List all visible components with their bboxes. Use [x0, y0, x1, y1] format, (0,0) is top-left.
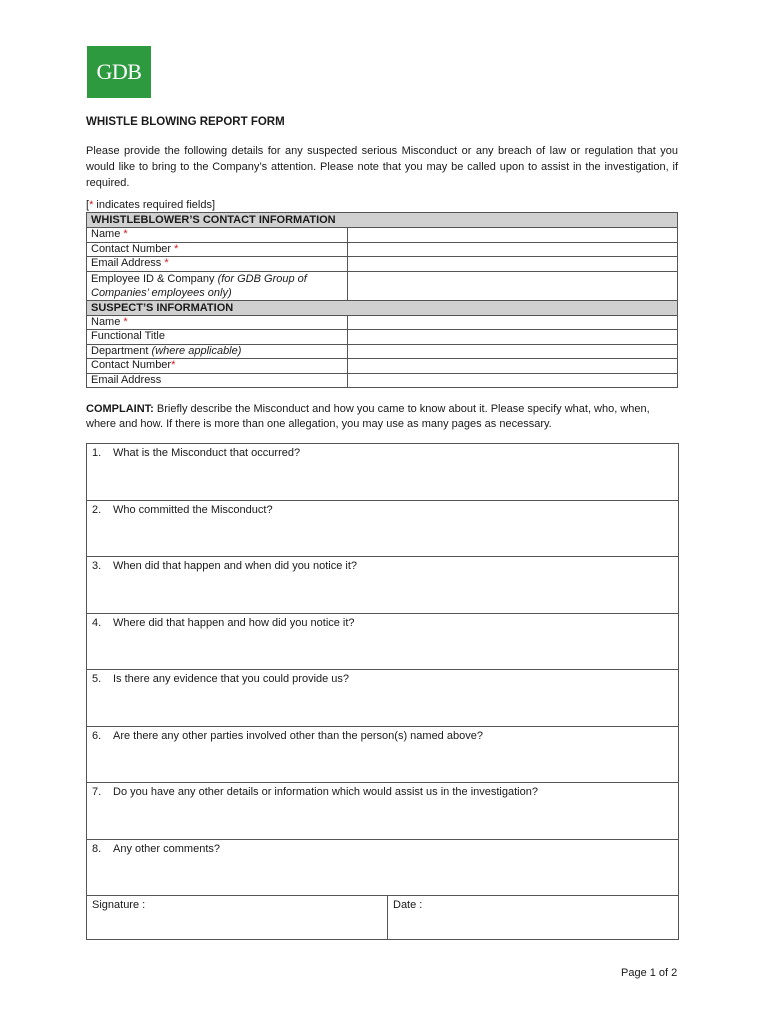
required-star: *	[171, 359, 176, 371]
suspect-section-header	[87, 300, 678, 315]
table-row	[87, 344, 678, 359]
wb-contact-label: Contact Number	[91, 242, 175, 255]
complaint-instructions	[86, 402, 678, 432]
question-number: 3.	[92, 560, 102, 572]
suspect-contact-label: Contact Number	[91, 359, 172, 371]
field-label	[87, 228, 348, 243]
question-text: Is there any evidence that you could provide us?	[113, 673, 350, 685]
required-star: *	[123, 228, 128, 240]
suspect-email-label: Email Address	[87, 373, 348, 388]
employee-id-note: (for GDB Group of Companies’ employees only)	[91, 272, 307, 299]
required-fields-note	[86, 199, 215, 211]
question-1-field[interactable]	[87, 444, 678, 501]
suspect-email-field[interactable]	[348, 373, 678, 388]
field-label	[87, 344, 348, 359]
suspect-heading: SUSPECT’S INFORMATION	[87, 300, 678, 315]
question-3-field[interactable]	[87, 557, 678, 614]
field-label	[87, 257, 348, 272]
question-number: 4.	[92, 616, 102, 629]
required-star: *	[123, 315, 128, 328]
question-number: 8.	[92, 842, 102, 855]
functional-title-field[interactable]	[348, 330, 678, 345]
table-row	[87, 359, 678, 374]
question-text: Where did that happen and how did you notice it?	[113, 616, 355, 629]
suspect-name-label: Name	[91, 315, 124, 328]
whistleblower-heading: WHISTLEBLOWER’S CONTACT INFORMATION	[87, 213, 678, 228]
table-row	[87, 271, 678, 300]
functional-title-label: Functional Title	[87, 330, 348, 345]
wb-name-label: Name	[91, 228, 124, 240]
department-label: Department	[91, 344, 152, 357]
question-number: 5.	[92, 673, 102, 685]
field-label	[87, 242, 348, 257]
question-5-field[interactable]	[87, 670, 678, 727]
questions-box	[86, 443, 679, 940]
question-number: 2.	[92, 503, 102, 516]
question-7-field[interactable]	[87, 783, 678, 840]
date-field[interactable]	[388, 896, 422, 939]
question-text: When did that happen and when did you notice it?	[113, 560, 358, 572]
question-text: What is the Misconduct that occurred?	[113, 447, 301, 459]
whistleblower-email-field[interactable]	[348, 257, 678, 272]
signature-label: Signature :	[92, 899, 146, 911]
table-row	[87, 242, 678, 257]
table-row	[87, 373, 678, 388]
whistleblower-section-header	[87, 213, 678, 228]
question-text: Are there any other parties involved other than the person(s) named above?	[113, 729, 483, 742]
gdb-logo	[87, 46, 151, 98]
question-text: Do you have any other details or information which would assist us in the investigation?	[113, 786, 538, 798]
whistleblower-name-field[interactable]	[348, 228, 678, 243]
signature-row	[87, 896, 678, 939]
question-8-field[interactable]	[87, 840, 678, 897]
contact-info-table	[86, 212, 678, 388]
field-label	[87, 359, 348, 374]
required-star: *	[164, 257, 169, 269]
logo-text: GDB	[96, 59, 142, 84]
required-star: *	[89, 199, 94, 211]
req-note-open: [	[86, 199, 90, 211]
required-star: *	[174, 242, 179, 255]
page-number: Page 1 of 2	[621, 967, 678, 979]
employee-id-label: Employee ID & Company	[91, 272, 218, 285]
date-label: Date :	[393, 899, 423, 911]
question-number: 6.	[92, 729, 102, 742]
suspect-name-field[interactable]	[348, 315, 678, 330]
field-label	[87, 315, 348, 330]
form-title: WHISTLE BLOWING REPORT FORM	[86, 116, 285, 128]
complaint-text: Briefly describe the Misconduct and how you came to know about it. Please specify what, who, when, where and how. If there is more than one allegation, you may use as many pages as necessary.	[86, 403, 650, 430]
table-row	[87, 257, 678, 272]
question-text: Any other comments?	[113, 842, 220, 855]
wb-email-label: Email Address	[91, 257, 165, 269]
question-number: 1.	[92, 447, 102, 459]
table-row	[87, 228, 678, 243]
field-label	[87, 271, 348, 300]
table-row	[87, 330, 678, 345]
table-row	[87, 315, 678, 330]
suspect-contact-field[interactable]	[348, 359, 678, 374]
question-number: 7.	[92, 786, 102, 798]
employee-id-field[interactable]	[348, 271, 678, 300]
question-text: Who committed the Misconduct?	[113, 503, 273, 516]
whistleblower-contact-field[interactable]	[348, 242, 678, 257]
complaint-label: COMPLAINT:	[86, 403, 154, 415]
question-6-field[interactable]	[87, 727, 678, 784]
question-2-field[interactable]	[87, 501, 678, 558]
signature-field[interactable]	[87, 896, 388, 939]
department-note: (where applicable)	[151, 344, 242, 357]
department-field[interactable]	[348, 344, 678, 359]
question-4-field[interactable]	[87, 614, 678, 671]
intro-paragraph: Please provide the following details for any suspected serious Misconduct or any breach of law or regulation that you would like to bring to the Company’s attention. Please note that you may be called upon to assist in the investigation, if required.	[86, 145, 678, 189]
req-note-text: indicates required fields]	[93, 199, 216, 211]
